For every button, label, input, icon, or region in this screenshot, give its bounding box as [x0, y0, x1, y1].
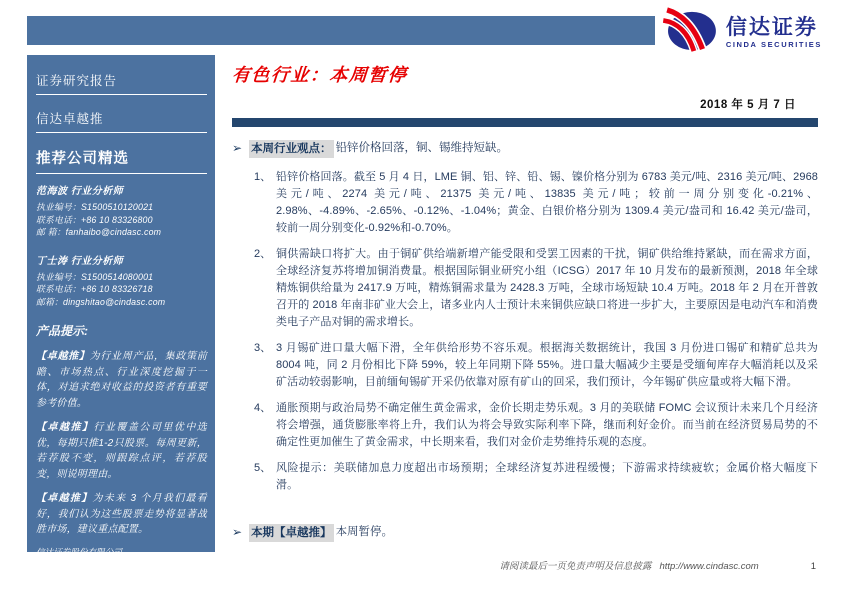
hint-tag: 【卓越推】 — [36, 422, 94, 433]
points-list — [232, 169, 818, 494]
sidebar-section-picks: 推荐公司精选 — [36, 147, 207, 174]
point-number: 2、 — [254, 248, 272, 260]
point-number: 3、 — [254, 342, 272, 354]
period-pick-text: 本周暂停。 — [335, 526, 394, 538]
logo-name-cn: 信达证券 — [725, 15, 818, 39]
company-name-cn: 信达证券股份有限公司 — [36, 546, 122, 557]
title-divider-bar — [232, 118, 818, 127]
sidebar-section-series: 信达卓越推 — [36, 109, 207, 133]
company-block — [36, 547, 207, 594]
point-number: 5、 — [254, 462, 272, 474]
company-address: 北京市西城区闹市口大街 9 号院 1 号楼 — [36, 570, 185, 581]
weekly-view-text: 铅锌价格回落，铜、锡维持短缺。 — [335, 142, 509, 154]
hint-tag: 【卓越推】 — [36, 493, 93, 504]
point-text: 铅锌价格回落。截至 5 月 4 日，LME 铜、铝、锌、铅、锡、镍价格分别为 6783 美元/吨、2316 美元/吨、2968 美元/吨、2274 美元/吨、21375 美元/吨、13835 美元/吨；较前一周分别变化-0.21%、2.98%、-4.89%、-2.65%、-0.12%、-1.04%；黄金、白银价格分别为 1309.4 美元/盎司和 16.42 美元/盎司，较前一周分别变化-0.92%和-0.70%。 — [276, 171, 818, 234]
cinda-logo-mark-icon — [665, 8, 717, 57]
company-name-en: CINDA SECURITIES CO.,LTD — [36, 558, 153, 569]
hint-text: 行业覆盖公司里优中选优，每期只推1-2只股票。每周更新，若荐股不变，则跟踪点评，若荐股变，则说明理由。 — [36, 422, 208, 480]
analyst-email[interactable]: 邮箱：dingshitao@cindasc.com — [36, 296, 166, 307]
point-text: 3 月锡矿进口量大幅下滑，全年供给形势不容乐观。根据海关数据统计，我国 3 月份进口锡矿和精矿总共为 8004 吨，同 2 月份相比下降 59%，较上年同期下降 55%。进口量大幅减少主要是受缅甸库存大幅消耗以及采矿活动较弱影响，目前缅甸锡矿开采仍依靠对原有矿山的回采，我们预计，今年锡矿供应量或将大幅下滑。 — [276, 342, 818, 388]
analyst-license: 执业编号：S1500510120021 — [36, 202, 154, 212]
weekly-view-line — [232, 140, 818, 158]
hint-text: 为未来 3 个月我们最看好，我们认为这些股票走势将显著战胜市场，建议重点配置。 — [36, 493, 207, 535]
hint-text: 为行业周产品，集政策前瞻、市场热点、行业深度挖掘于一体，对追求绝对收益的投资者有重要参考价值。 — [36, 351, 208, 409]
period-pick-line — [232, 524, 818, 542]
product-hint — [36, 420, 207, 482]
analyst-license: 执业编号：S1500514080001 — [36, 271, 154, 282]
cinda-logo-text — [726, 17, 822, 49]
analyst-name: 丁士涛 行业分析师 — [36, 255, 124, 267]
list-item — [254, 400, 818, 451]
product-hint — [36, 491, 207, 538]
hint-tag: 【卓越推】 — [36, 351, 90, 362]
cinda-logo — [665, 8, 822, 57]
arrow-bullet-icon: ➢ — [232, 525, 243, 539]
company-zip: 邮编：100031 — [36, 581, 91, 592]
main-content — [232, 55, 818, 542]
list-item — [254, 460, 818, 494]
period-pick-label: 本期【卓越推】 — [249, 524, 334, 542]
list-item — [254, 246, 818, 331]
page-number: 1 — [810, 561, 816, 572]
report-title: 有色行业：本周暂停 — [231, 65, 409, 85]
analyst-name: 范海波 行业分析师 — [36, 186, 124, 197]
footer-disclaimer: 请阅读最后一页免责声明及信息披露 — [499, 561, 652, 572]
arrow-bullet-icon: ➢ — [232, 141, 243, 155]
point-text: 铜供需缺口将扩大。由于铜矿供给端新增产能受限和受罢工因素的干扰，铜矿供给维持紧缺，而在需求方面，全球经济复苏将增加铜消费量。根据国际铜业研究小组（ICSG）2017 年 10 月发布的最新预测，2018 年全球精炼铜供给量为 2417.9 万吨，精炼铜需求量为 2428.3 万吨，全球市场短缺 10.4 万吨。2018 年 2 月在开普敦召开的 2018 年南非矿业大会上，诸多业内人士预计未来铜供应缺口将进一步扩大，主要原因是电动汽车和消费类电子产品对铜的需求增长。 — [276, 248, 818, 328]
footer-url-link[interactable]: http://www.cindasc.com — [659, 561, 759, 572]
product-hint — [36, 349, 207, 411]
list-item — [254, 169, 818, 237]
list-item — [254, 340, 818, 391]
point-text: 风险提示：美联储加息力度超出市场预期；全球经济复苏进程缓慢；下游需求持续疲软；金属价格大幅度下滑。 — [276, 462, 818, 491]
header-band — [27, 16, 655, 45]
page-footer — [232, 558, 816, 572]
analyst-email[interactable]: 邮 箱：fanhaibo@cindasc.com — [36, 227, 162, 237]
analyst-block — [36, 182, 207, 239]
sidebar-section-report-type: 证券研究报告 — [36, 71, 207, 95]
analyst-phone: 联系电话：+86 10 83326718 — [36, 284, 153, 294]
point-number: 1、 — [254, 171, 272, 183]
logo-name-en: CINDA SECURITIES — [725, 39, 822, 49]
point-number: 4、 — [254, 402, 272, 414]
report-date: 2018 年 5 月 7 日 — [700, 99, 796, 111]
sidebar — [27, 55, 215, 592]
analyst-phone: 联系电话：+86 10 83326800 — [36, 214, 153, 225]
product-hint-title: 产品提示: — [36, 324, 88, 338]
point-text: 通胀预期与政治局势不确定催生黄金需求，金价长期走势乐观。3 月的美联储 FOMC 会议预计未来几个月经济将会增强，通货膨胀率将上升，我们认为将会导致实际利率下降，继而利好金价。而当前在经济贸易局势的不确定性更加催生了黄金需求，中长期来看，我们对金价走势维持乐观的态度。 — [276, 402, 818, 448]
analyst-block — [36, 252, 207, 309]
weekly-view-label: 本周行业观点： — [249, 140, 334, 158]
